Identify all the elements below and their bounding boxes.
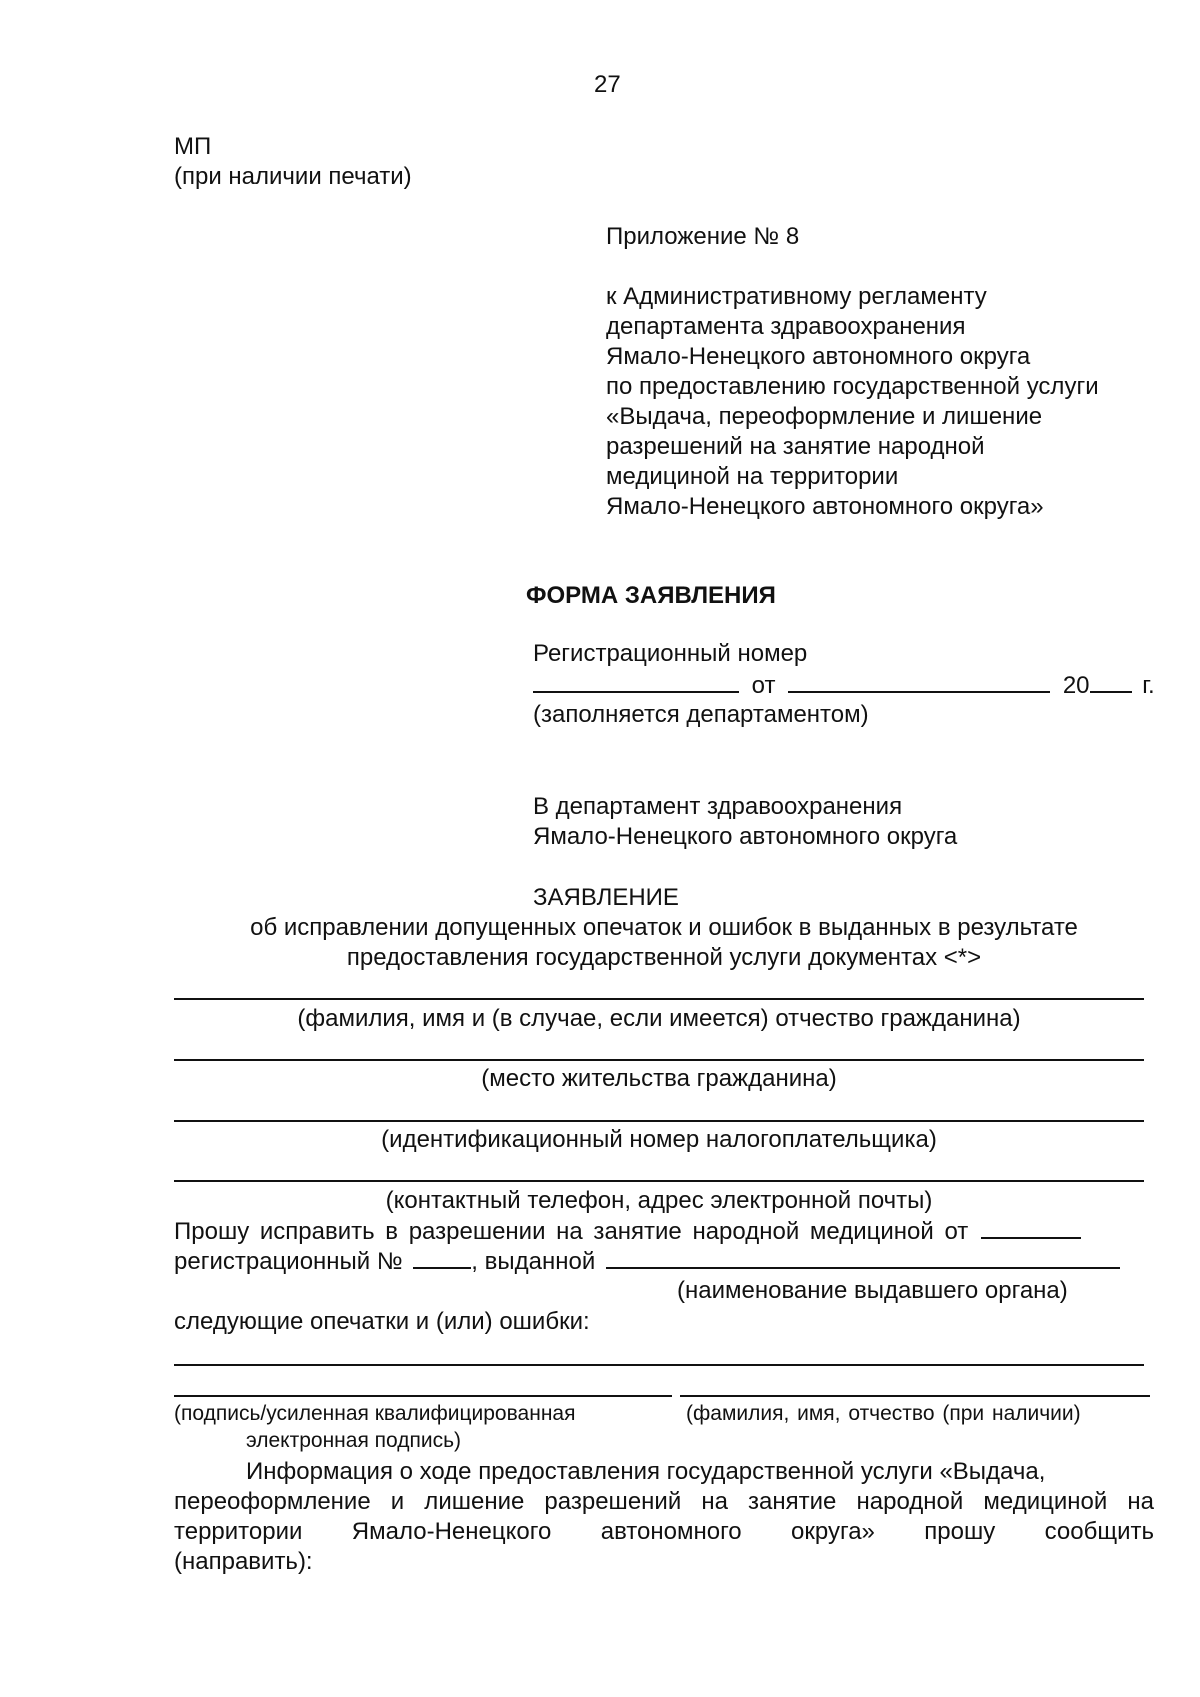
registration-number-blank[interactable]: [533, 669, 739, 693]
registration-note: (заполняется департаментом): [533, 701, 869, 728]
errors-line[interactable]: [174, 1364, 1144, 1366]
registration-date-blank[interactable]: [788, 669, 1050, 693]
statement-title: ЗАЯВЛЕНИЕ: [533, 884, 679, 911]
registration-from-label: от: [751, 672, 776, 699]
appendix-line: медициной на территории: [606, 463, 899, 490]
reg-number-blank[interactable]: [413, 1245, 471, 1269]
appendix-line: по предоставлению государственной услуги: [606, 373, 1099, 400]
statement-subtitle-2: предоставления государственной услуги документах <*>: [346, 944, 982, 971]
inn-line[interactable]: [174, 1120, 1144, 1122]
issued-label: , выданной: [471, 1248, 596, 1275]
full-name-signature-line[interactable]: [680, 1395, 1150, 1397]
registration-number-row: [533, 669, 1155, 701]
issuer-hint: (наименование выдавшего органа): [677, 1277, 1068, 1304]
info-line-4: (направить):: [174, 1548, 313, 1575]
addressee-line2: Ямало-Ненецкого автономного округа: [533, 823, 958, 850]
signature-hint-1: (подпись/усиленная квалифицированная: [174, 1402, 576, 1425]
reg-number-label: регистрационный №: [174, 1248, 403, 1275]
appendix-line: департамента здравоохранения: [606, 313, 966, 340]
appendix-title: Приложение № 8: [606, 223, 800, 250]
info-line-3-text: территории Ямало-Ненецкого автономного округа» прошу сообщить: [174, 1518, 1154, 1545]
appendix-line: «Выдача, переоформление и лишение: [606, 403, 1043, 430]
residence-line[interactable]: [174, 1059, 1144, 1061]
stamp-note: (при наличии печати): [174, 163, 412, 190]
addressee-line1: В департамент здравоохранения: [533, 793, 903, 820]
info-line-2-text: переоформление и лишение разрешений на занятие народной медициной на: [174, 1488, 1154, 1515]
inn-hint: (идентификационный номер налогоплательщика): [381, 1126, 937, 1153]
appendix-line: Ямало-Ненецкого автономного округа: [606, 343, 1031, 370]
registration-label: Регистрационный номер: [533, 640, 808, 667]
contacts-hint: (контактный телефон, адрес электронной почты): [385, 1187, 933, 1214]
appendix-line: к Административному регламенту: [606, 283, 987, 310]
registration-year-blank[interactable]: [1090, 669, 1132, 693]
info-line-3: [174, 1517, 1154, 1547]
request-text: Прошу исправить в разрешении на занятие народной медициной от: [174, 1218, 969, 1245]
info-line-1: Информация о ходе предоставления государственной услуги «Выдача,: [246, 1458, 1046, 1485]
appendix-line: Ямало-Ненецкого автономного округа»: [606, 493, 1044, 520]
issuer-blank[interactable]: [606, 1245, 1120, 1269]
signature-line[interactable]: [174, 1395, 672, 1397]
page-number: 27: [594, 71, 621, 98]
registration-year-prefix: 20: [1062, 672, 1090, 699]
request-line-2: [174, 1245, 1120, 1277]
appendix-line: разрешений на занятие народной: [606, 433, 985, 460]
statement-subtitle-1: об исправлении допущенных опечаток и ошибок в выданных в результате: [250, 914, 1078, 941]
info-line-2: [174, 1487, 1154, 1517]
contacts-line[interactable]: [174, 1180, 1144, 1182]
full-name-signature-hint: (фамилия, имя, отчество (при наличии): [686, 1402, 1081, 1425]
registration-year-suffix: г.: [1142, 672, 1155, 699]
appendix-text: [606, 282, 1099, 522]
errors-label: следующие опечатки и (или) ошибки:: [174, 1308, 590, 1335]
signature-hint-2: электронная подпись): [246, 1429, 462, 1452]
form-title: ФОРМА ЗАЯВЛЕНИЯ: [526, 582, 776, 609]
full-name-line[interactable]: [174, 998, 1144, 1000]
full-name-hint: (фамилия, имя и (в случае, если имеется) отчество гражданина): [297, 1005, 1021, 1032]
request-line-1: [174, 1215, 1154, 1247]
stamp-mp: МП: [174, 133, 212, 160]
permit-date-blank[interactable]: [981, 1215, 1081, 1239]
residence-hint: (место жительства гражданина): [481, 1065, 837, 1092]
